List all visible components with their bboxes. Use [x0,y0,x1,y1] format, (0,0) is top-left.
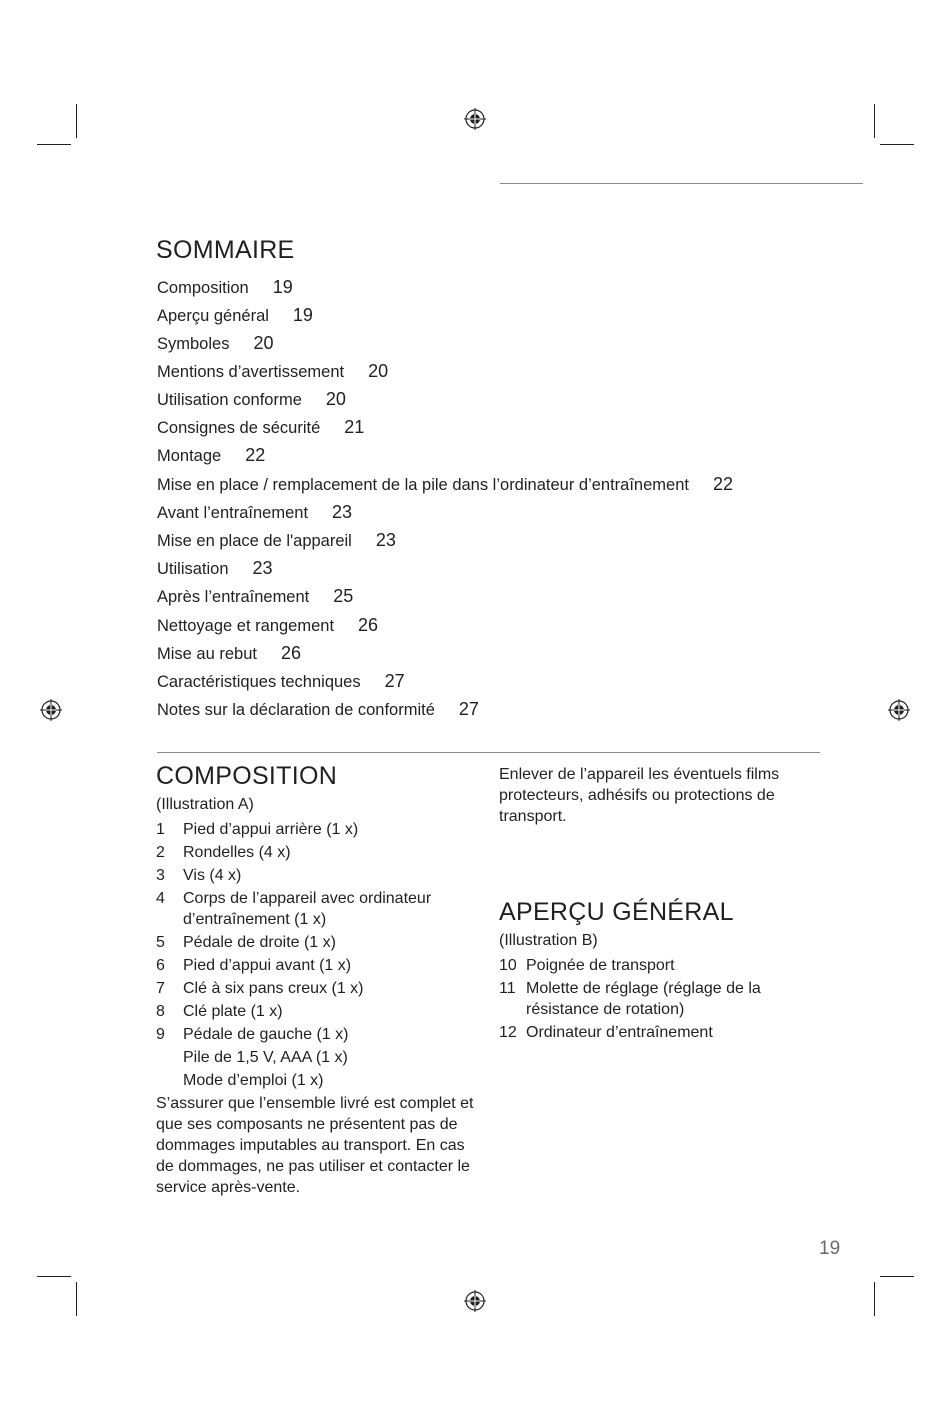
crop-mark [874,1282,875,1316]
crop-mark [76,104,77,138]
toc-entry[interactable] [157,586,353,607]
toc-entry-label: Montage [157,447,222,465]
toc-entry-label: Avant l’entraînement [157,504,309,522]
header-rule [500,183,863,184]
list-item [156,1047,461,1068]
toc-entry[interactable] [157,361,388,382]
list-item [156,1001,461,1022]
toc-entry-page: 21 [344,417,365,437]
toc-entry-page: 20 [325,389,346,409]
toc-entry[interactable] [157,305,313,326]
item-text: Pédale de gauche (1 x) [183,1026,349,1043]
composition-heading: COMPOSITION [156,762,338,790]
item-text: Clé plate (1 x) [183,1003,283,1020]
item-number: 2 [156,844,165,861]
toc-entry-page: 22 [245,445,266,465]
item-text: Pile de 1,5 V, AAA (1 x) [183,1049,348,1066]
toc-entry-label: Mise en place de l'appareil [157,532,352,550]
toc-entry[interactable] [157,389,346,410]
list-item [156,955,461,976]
toc-entry-page: 19 [292,305,313,325]
list-item [156,1024,461,1045]
toc-entry[interactable] [157,558,273,579]
toc-entry-label: Utilisation [157,560,229,578]
composition-illustration-ref: (Illustration A) [156,796,254,813]
list-item [499,978,799,1020]
toc-entry-label: Nettoyage et rangement [157,617,335,635]
toc-entry[interactable] [157,474,733,495]
registration-mark-icon [464,108,486,130]
crop-mark [37,144,71,145]
toc-entry-label: Après l’entraînement [157,588,310,606]
page-number: 19 [819,1238,841,1259]
crop-mark [880,1276,914,1277]
toc-entry-page: 22 [712,474,733,494]
toc-entry-page: 23 [375,530,396,550]
toc-heading: SOMMAIRE [156,236,295,264]
overview-illustration-ref: (Illustration B) [499,932,598,949]
toc-entry-page: 20 [368,361,389,381]
toc-entry-label: Caractéristiques techniques [157,673,361,691]
registration-mark-icon [464,1290,486,1312]
crop-mark [76,1282,77,1316]
item-text: Pied d’appui arrière (1 x) [183,821,359,838]
toc-entry-label: Symboles [157,335,230,353]
item-number: 3 [156,867,165,884]
list-item [156,819,461,840]
toc-entry[interactable] [157,699,479,720]
toc-entry[interactable] [157,615,378,636]
toc-entry[interactable] [157,502,352,523]
toc-entry-page: 20 [253,333,274,353]
toc-entry-label: Mentions d’avertissement [157,363,345,381]
item-text: Clé à six pans creux (1 x) [183,980,364,997]
toc-entry-label: Composition [157,279,249,297]
item-number: 4 [156,890,165,907]
toc-entry-label: Consignes de sécurité [157,419,321,437]
toc-entry-page: 25 [333,586,354,606]
toc-entry-page: 23 [252,558,273,578]
toc-entry-page: 19 [272,277,293,297]
list-item [156,842,461,863]
toc-entry-page: 26 [358,615,379,635]
item-text: Pédale de droite (1 x) [183,934,336,951]
toc-entry[interactable] [157,277,293,298]
item-text: Poignée de transport [526,957,675,974]
crop-mark [880,144,914,145]
item-number: 5 [156,934,165,951]
overview-heading: APERÇU GÉNÉRAL [499,898,734,926]
item-number: 8 [156,1003,165,1020]
item-text: Rondelles (4 x) [183,844,291,861]
item-number: 11 [499,980,516,997]
item-text: Mode d’emploi (1 x) [183,1072,324,1089]
remove-films-paragraph: Enlever de l’appareil les éventuels films protecteurs, adhésifs ou protections de transport. [499,766,780,825]
composition-list [156,819,474,1198]
list-item [156,865,461,886]
crop-mark [874,104,875,138]
item-text: Ordinateur d’entraînement [526,1024,713,1041]
list-item [499,955,799,976]
item-text: Corps de l’appareil avec ordinateur d’entraînement (1 x) [183,890,432,928]
item-text: Pied d’appui avant (1 x) [183,957,352,974]
list-item [156,932,461,953]
item-number: 1 [156,821,165,838]
item-number: 6 [156,957,165,974]
toc-entry[interactable] [157,445,265,466]
toc-entry[interactable] [157,417,364,438]
list-item [156,888,461,930]
toc-entry[interactable] [157,530,396,551]
toc-entry-label: Utilisation conforme [157,391,302,409]
registration-mark-icon [40,699,62,721]
overview-list [499,955,799,1045]
toc-entry-label: Mise en place / remplacement de la pile dans l’ordinateur d’entraînement [157,476,689,494]
list-item [156,1070,461,1091]
composition-note: S’assurer que l’ensemble livré est complet et que ses composants ne présentent pas de dommages imputables au transport. En cas de dommages, ne pas utiliser et contacter le service après-vente. [156,1095,474,1196]
toc-entry[interactable] [157,333,273,354]
list-item [499,1022,799,1043]
item-number: 10 [499,957,517,974]
item-number: 7 [156,980,165,997]
item-text: Molette de réglage (réglage de la résistance de rotation) [526,980,761,1018]
item-number: 12 [499,1024,517,1041]
crop-mark [37,1276,71,1277]
toc-entry-page: 27 [458,699,479,719]
item-number: 9 [156,1026,165,1043]
list-item [156,978,461,999]
registration-mark-icon [888,699,910,721]
toc-entry[interactable] [157,671,405,692]
toc-entry-page: 26 [280,643,301,663]
toc-entry[interactable] [157,643,301,664]
section-rule [157,752,820,753]
toc-entry-label: Notes sur la déclaration de conformité [157,701,435,719]
toc-entry-page: 23 [332,502,353,522]
toc-entry-label: Aperçu général [157,307,269,325]
toc-entry-page: 27 [384,671,405,691]
item-text: Vis (4 x) [183,867,242,884]
toc-entry-label: Mise au rebut [157,645,257,663]
